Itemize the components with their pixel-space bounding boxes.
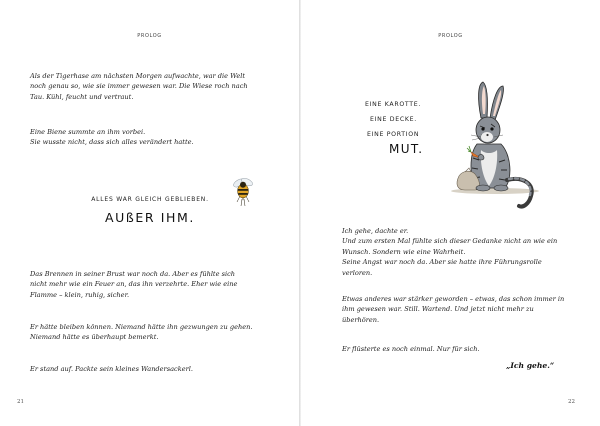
final-quote: „Ich gehe.“ <box>506 361 555 370</box>
left-page <box>0 0 299 426</box>
list-line-blanket: EINE DECKE. <box>370 116 417 123</box>
paragraph-burning: Das Brennen in seiner Brust war noch da. Aber es fühlte sich nicht mehr wie ein Feuer an, das ihn verzehrte. Eher wie eine Flamme – klein, ruhig, sicher. <box>30 270 238 299</box>
page-number-right: 22 <box>568 399 575 405</box>
paragraph-i-go: Ich gehe, dachte er. Und zum ersten Mal fühlte sich dieser Gedanke nicht an wie ein Wunsch. Sondern wie eine Wahrheit. Seine Angst war noch da. Aber sie hatte ihre Führungsrolle verloren. <box>342 227 558 277</box>
list-line-portion: EINE PORTION <box>367 131 420 138</box>
running-header-right: PROLOG <box>438 33 463 39</box>
bee-illustration <box>228 175 260 209</box>
page-number-left: 21 <box>17 399 24 405</box>
paragraph-stay: Er hätte bleiben können. Niemand hätte ihn gezwungen zu gehen. Niemand hätte es überhaupt bemerkt. <box>30 323 253 342</box>
paragraph-stronger: Etwas anderes war stärker geworden – etwas, das schon immer in ihm gewesen war. Still. Wartend. Und jetzt nicht mehr zu überhören. <box>342 295 565 324</box>
paragraph-morning: Als der Tigerhase am nächsten Morgen aufwachte, war die Welt noch genau so, wie sie immer gewesen war. Die Wiese roch nach Tau. Kühl, feucht und vertraut. <box>30 72 248 101</box>
paragraph-bee: Eine Biene summte an ihm vorbei. Sie wusste nicht, dass sich alles verändert hatte. <box>30 128 194 147</box>
callout-small: ALLES WAR GLEICH GEBLIEBEN. <box>91 196 209 203</box>
tiger-rabbit-illustration <box>447 80 547 220</box>
list-line-carrot: EINE KAROTTE. <box>365 101 422 108</box>
callout-big: AUßER IHM. <box>105 210 195 225</box>
paragraph-stand-up: Er stand auf. Packte sein kleines Wandersackerl. <box>30 365 193 373</box>
paragraph-whisper: Er flüsterte es noch einmal. Nur für sich. <box>342 345 480 353</box>
running-header-left: PROLOG <box>137 33 162 39</box>
list-emphasis: MUT. <box>389 142 424 156</box>
right-page <box>301 0 600 426</box>
